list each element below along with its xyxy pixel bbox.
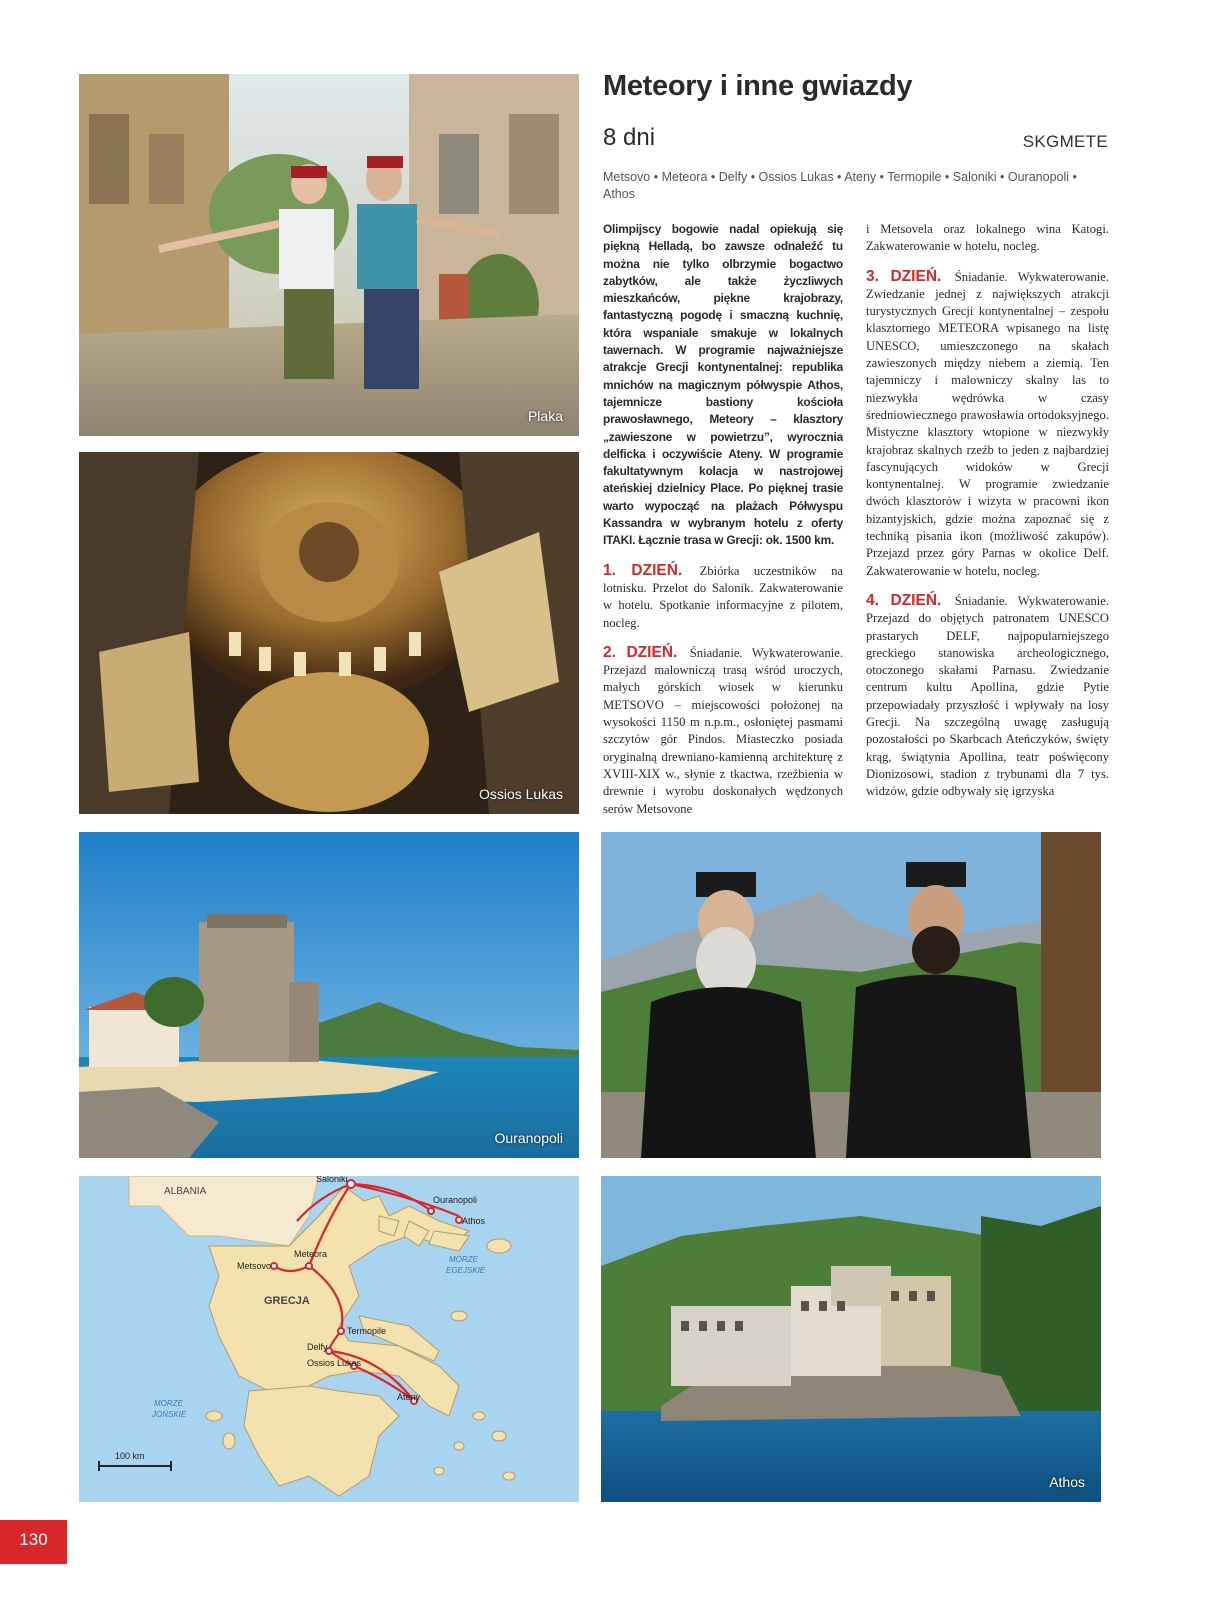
photo-ouranopoli (79, 832, 579, 1158)
map-label-ionian-1: MORZE (154, 1399, 183, 1408)
day-2 (603, 644, 843, 818)
photo-ossios-lukas (79, 452, 579, 814)
map-label-ateny: Ateny (397, 1392, 421, 1402)
map-label-termopile: Termopile (347, 1326, 387, 1336)
photo-monks-image (601, 832, 1101, 1158)
map-label-delfy: Delfy (307, 1342, 328, 1352)
photo-plaka-image (79, 74, 579, 436)
map-label-ionian-2: JOŃSKIE (152, 1410, 187, 1419)
day-1 (603, 562, 843, 632)
day-2-continued-text: i Metsovela oraz lokalnego wina Katogi. Zakwaterowanie w hotelu, nocleg. (866, 222, 1109, 254)
map-scale-label: 100 km (115, 1451, 145, 1461)
route-map (79, 1176, 579, 1502)
day-3-label: 3. DZIEŃ. (866, 267, 942, 285)
day-1-label: 1. DZIEŃ. (603, 561, 683, 579)
text-column-right (866, 221, 1109, 833)
day-3-text: Śniadanie. Wykwaterowanie. Zwiedzanie jednej z największych atrakcji turystycznych Grecji kontynentalnej – zespołu klasztornego METEORA wpisanego na listę UNESCO, umieszczonego na skałach zawieszonych między niebem a ziemią. Ten tajemniczy i malowniczy skalny las to niezwykła wędrówka w czasy średniowiecznego prawosławia ortodoksyjnego. Mistyczne klasztory wtopione w niezwykły krajobraz skalnych rzeźb to jeden z najbardziej fascynujących widoków w Grecji kontynentalnej. W programie zwiedzanie dwóch klasztorów i wizyta w pracowni ikon bizantyjskich, gdzie można zapoznać się z techniką pisania ikon (możliwość zakupów). Przejazd przez góry Parnas w okolice Delf. Zakwaterowanie w hotelu, nocleg. (866, 269, 1109, 578)
day-2-label: 2. DZIEŃ. (603, 643, 678, 661)
day-1-text: Zbiórka uczestników na lotnisku. Przelot do Salonik. Zakwaterowanie w hotelu. Spotkanie informacyjne z pilotem, nocleg. (603, 563, 843, 630)
page-number: 130 (19, 1530, 48, 1549)
intro-paragraph: Olimpijscy bogowie nadal opiekują się piękną Helladą, bo zawsze odnaleźć tu można nie tylko olbrzymie bogactwo zabytków, ale także życzliwych mieszkańców, piękne krajobrazy, fantastyczną pogodę i smaczną kuchnię, która wspaniale smakuje w lokalnych tawernach. W programie najważniejsze atrakcje Grecji kontynentalnej: republika mnichów na magicznym półwyspie Athos, tajemnicze bastiony kościoła prawosławnego, Meteory – klasztory „zawieszone w powietrzu”, wyrocznia delficka i oczywiście Ateny. W programie fakultatywnym kolacja w nastrojowej ateńskiej dzielnicy Place. Po pięknej trasie warto wypocząć na plażach Półwyspu Kassandra w wybranym hotelu z oferty ITAKI. Łącznie trasa w Grecji: ok. 1500 km. (603, 222, 843, 548)
photo-monks (601, 832, 1101, 1158)
photo-caption-athos: Athos (1049, 1474, 1085, 1490)
photo-plaka (79, 74, 579, 436)
day-2-continued (866, 221, 1109, 256)
map-label-saloniki: Saloniki (316, 1176, 348, 1184)
photo-athos-image (601, 1176, 1101, 1502)
map-label-ouranopoli: Ouranopoli (433, 1195, 478, 1205)
day-4-text: Śniadanie. Wykwaterowanie. Przejazd do objętych patronatem UNESCO prastarych DELF, najpopularniejszego greckiego stanowiska archeologicznego, otoczonego skałami Parnasu. Zwiedzanie centrum kultu Apollina, gdzie Pytie przepowiadały przyszłość i wpływały na losy Grecji. Na szczególną uwagę zasługują pozostałości po Skarbcach Ateńczyków, święty krąg, świątynia Apollina, teatr poświęcony Dionizosowi, stadion z trybunami dla 7 tys. widzów, gdzie odbywały się igrzyska (866, 593, 1109, 799)
trip-duration: 8 dni (603, 124, 656, 151)
map-label-metsovo: Metsovo (237, 1261, 272, 1271)
photo-athos (601, 1176, 1101, 1502)
page-title: Meteory i inne gwiazdy (603, 70, 913, 102)
map-label-ossios-lukas: Ossios Lukas (307, 1358, 362, 1368)
day-3 (866, 268, 1109, 580)
text-column-left (603, 221, 843, 833)
map-label-greece: GRECJA (264, 1295, 310, 1307)
map-label-aegean-1: MORZE (449, 1255, 478, 1264)
map-label-albania: ALBANIA (164, 1186, 207, 1197)
map-label-meteora: Meteora (294, 1249, 328, 1259)
route-map-graphic (79, 1176, 579, 1502)
day-4 (866, 592, 1109, 801)
photo-caption-plaka: Plaka (527, 408, 563, 424)
trip-code: SKGMETE (1022, 132, 1108, 151)
day-2-text: Śniadanie. Wykwaterowanie. Przejazd malowniczą trasą wśród uroczych, małych górskich wiosek w kierunku METSOVO – miejscowości położonej na wysokości 1150 m n.p.m., osłoniętej pasmami szczytów gór Pindos. Miasteczko posiada oryginalną drewniano-kamienną architekturę z XVIII-XIX w., słynie z tkactwa, rzeźbienia w drewnie i wyrobu doskonałych wędzonych serów Metsovone (603, 645, 843, 816)
map-label-athos: Athos (462, 1216, 486, 1226)
day-4-label: 4. DZIEŃ. (866, 591, 942, 609)
photo-ouranopoli-image (79, 832, 579, 1158)
route-list: Metsovo • Meteora • Delfy • Ossios Lukas • Ateny • Termopile • Saloniki • Ouranopoli • Athos (603, 170, 1077, 201)
map-label-aegean-2: EGEJSKIE (446, 1266, 486, 1275)
photo-caption-ossios-lukas: Ossios Lukas (478, 786, 563, 802)
photo-ossios-lukas-image (79, 452, 579, 814)
photo-caption-ouranopoli: Ouranopoli (494, 1130, 563, 1146)
